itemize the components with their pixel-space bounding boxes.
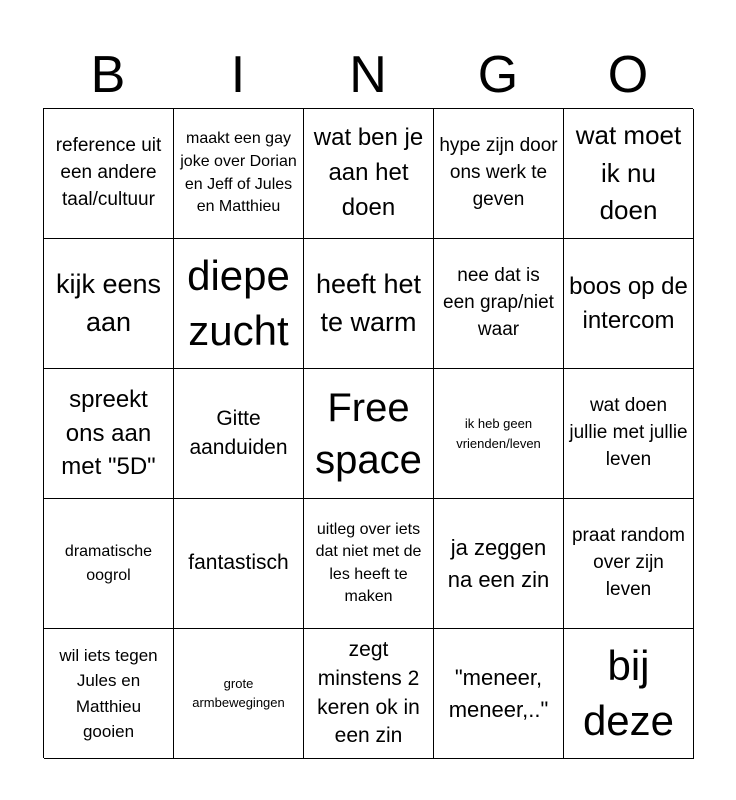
bingo-board <box>43 108 693 758</box>
header-letter-g: G <box>477 46 519 104</box>
bingo-cell-r2-c3[interactable] <box>304 239 434 369</box>
cell-label: ja zeggen na een zin <box>447 534 550 592</box>
header-letter-b: B <box>90 46 126 104</box>
bingo-cell-r3-c1[interactable] <box>44 369 174 499</box>
bingo-cell-r3-c4[interactable] <box>434 369 564 499</box>
bingo-cell-r1-c2[interactable] <box>174 109 304 239</box>
cell-label: reference uit een andere taal/cultuur <box>55 135 162 210</box>
cell-label: spreekt ons aan met "5D" <box>61 386 156 481</box>
cell-label: maakt een gay joke over Dorian en Jeff of Jules en Matthieu <box>180 130 297 216</box>
bingo-cell-r4-c3[interactable] <box>304 499 434 629</box>
cell-label: dramatische oogrol <box>64 542 153 584</box>
bingo-cell-r2-c5[interactable] <box>564 239 694 369</box>
bingo-cell-r1-c3[interactable] <box>304 109 434 239</box>
bingo-cell-r1-c1[interactable] <box>44 109 174 239</box>
header-letter-n: N <box>349 46 387 104</box>
cell-label: zegt minstens 2 keren ok in een zin <box>317 637 420 748</box>
cell-label: grote armbewegingen <box>192 675 285 710</box>
cell-label: wil iets tegen Jules en Matthieu gooien <box>59 645 158 741</box>
bingo-cell-r2-c1[interactable] <box>44 239 174 369</box>
header-letter-i: I <box>230 46 246 104</box>
cell-label: hype zijn door ons werk te geven <box>439 135 558 210</box>
cell-label: Gitte aanduiden <box>189 406 288 459</box>
bingo-cell-r3-c2[interactable] <box>174 369 304 499</box>
cell-label: uitleg over iets dat niet met de les heeft te maken <box>315 520 422 605</box>
bingo-cell-free-space[interactable] <box>304 369 434 499</box>
bingo-cell-r2-c2[interactable] <box>174 239 304 369</box>
bingo-cell-r4-c5[interactable] <box>564 499 694 629</box>
bingo-cell-r5-c4[interactable] <box>434 629 564 759</box>
cell-label: bij deze <box>582 641 675 744</box>
cell-label: boos op de intercom <box>569 272 688 334</box>
cell-label: kijk eens aan <box>55 268 162 337</box>
bingo-cell-r5-c3[interactable] <box>304 629 434 759</box>
cell-label: praat random over zijn leven <box>571 525 685 600</box>
header-letter-o: O <box>607 46 649 104</box>
cell-label: "meneer, meneer,.." <box>448 664 549 722</box>
bingo-cell-r4-c1[interactable] <box>44 499 174 629</box>
cell-label: nee dat is een grap/niet waar <box>443 265 554 340</box>
cell-label: wat doen jullie met jullie leven <box>569 395 688 470</box>
bingo-cell-r5-c5[interactable] <box>564 629 694 759</box>
bingo-cell-r5-c2[interactable] <box>174 629 304 759</box>
cell-label: wat moet ik nu doen <box>575 119 682 226</box>
cell-label: diepe zucht <box>187 251 290 354</box>
free-space-label: Free space <box>315 385 422 482</box>
cell-label: heeft het te warm <box>315 268 422 337</box>
bingo-header <box>43 42 693 108</box>
bingo-cell-r3-c5[interactable] <box>564 369 694 499</box>
bingo-cell-r1-c4[interactable] <box>434 109 564 239</box>
bingo-cell-r2-c4[interactable] <box>434 239 564 369</box>
bingo-cell-r5-c1[interactable] <box>44 629 174 759</box>
bingo-cell-r4-c4[interactable] <box>434 499 564 629</box>
cell-label: fantastisch <box>188 551 289 575</box>
bingo-cell-r1-c5[interactable] <box>564 109 694 239</box>
cell-label: ik heb geen vrienden/leven <box>456 416 541 451</box>
bingo-cell-r4-c2[interactable] <box>174 499 304 629</box>
cell-label: wat ben je aan het doen <box>313 124 424 221</box>
